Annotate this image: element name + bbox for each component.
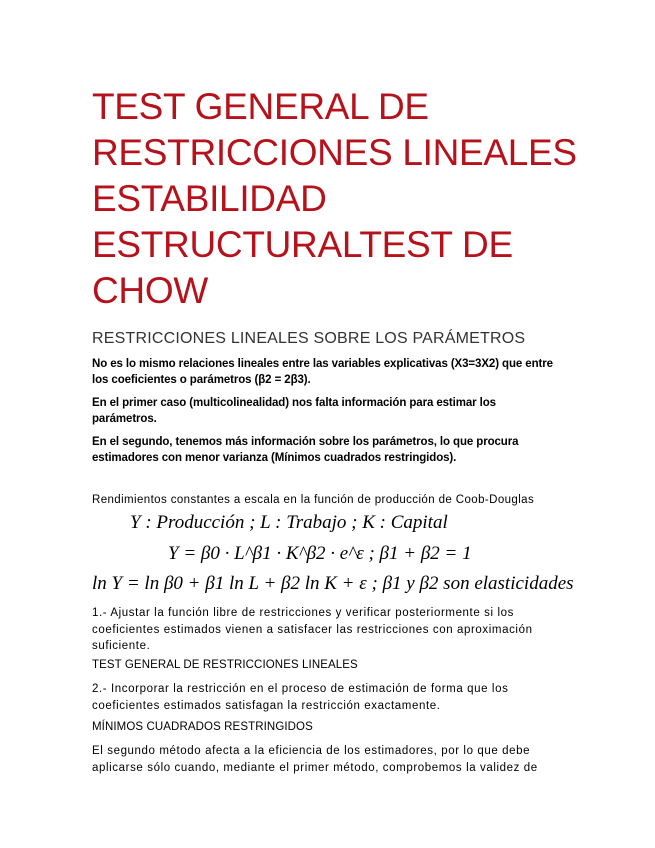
method-one-label: TEST GENERAL DE RESTRICCIONES LINEALES (92, 659, 358, 671)
method-one-paragraph: 1.- Ajustar la función libre de restricciones y verificar posteriormente si los coeficientes estimados vienen a satisfacer las restricciones con aproximación suficiente. (92, 607, 533, 652)
document-title (92, 84, 632, 314)
title-line: TEST GENERAL DE (92, 86, 429, 127)
bold-paragraph: En el primer caso (multicolinealidad) nos falta información para estimar los parámetros. (92, 397, 496, 425)
title-line: ESTABILIDAD (92, 178, 327, 219)
formula-log-linear: ln Y = ln β0 + β1 ln L + β2 ln K + ε ; β1 y β2 son elasticidades (92, 573, 574, 594)
method-two-paragraph: 2.- Incorporar la restricción en el proceso de estimación de forma que los coeficientes estimados satisfagan la restricción exactamente. (92, 683, 509, 712)
cobb-douglas-intro: Rendimientos constantes a escala en la función de producción de Coob-Douglas (92, 494, 535, 506)
formula-production-function: Y = β0 · L^β1 · K^β2 · e^ε ; β1 + β2 = 1 (168, 543, 472, 564)
closing-paragraph: El segundo método afecta a la eficiencia de los estimadores, por lo que debe aplicarse sólo cuando, mediante el primer método, comprobemos la validez de (92, 745, 538, 774)
formula-variables: Y : Producción ; L : Trabajo ; K : Capital (130, 512, 448, 533)
method-two-label: MÍNIMOS CUADRADOS RESTRINGIDOS (92, 721, 313, 733)
bold-paragraph: No es lo mismo relaciones lineales entre las variables explicativas (X3=3X2) que entre los coeficientes o parámetros (β2 = 2β3). (92, 358, 553, 386)
bold-paragraph: En el segundo, tenemos más información sobre los parámetros, lo que procura estimadores con menor varianza (Mínimos cuadrados restringidos). (92, 436, 519, 464)
title-line: CHOW (92, 270, 208, 311)
title-line: RESTRICCIONES LINEALES (92, 132, 577, 173)
title-line: ESTRUCTURALTEST DE (92, 224, 513, 265)
section-heading: RESTRICCIONES LINEALES SOBRE LOS PARÁMETROS (92, 330, 526, 347)
